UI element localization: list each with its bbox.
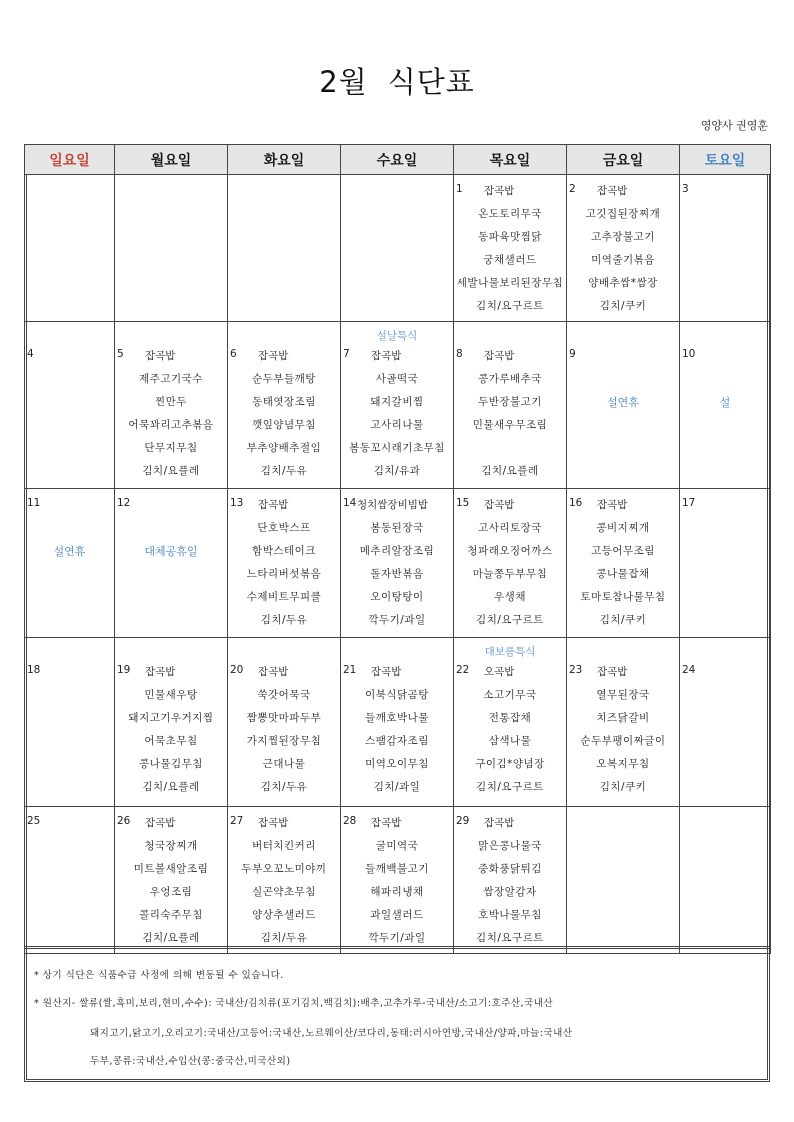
day-number: 11 <box>27 497 41 509</box>
menu-item: 김치/요구르트 <box>476 932 544 944</box>
menu-item: 동태엿장조림 <box>252 396 316 408</box>
week-row <box>25 807 771 954</box>
menu-item: 고사리토장국 <box>478 522 542 534</box>
day-cell <box>454 807 567 954</box>
day-number: 25 <box>27 815 41 827</box>
day-number: 20 <box>230 664 244 676</box>
menu-item: 김치/요플레 <box>142 781 200 793</box>
day-cell <box>115 489 228 638</box>
rice-item: 잡곡밥 <box>484 499 515 511</box>
menu-item: 김치/쿠키 <box>599 300 647 312</box>
special-meal-label: 설날특식 <box>376 330 418 342</box>
menu-item: 미트볼새알조림 <box>133 863 209 875</box>
day-cell <box>228 322 341 489</box>
menu-item: 스팸감자조림 <box>365 735 429 747</box>
day-number: 4 <box>27 348 34 360</box>
menu-item: 이북식닭곰탕 <box>365 689 429 701</box>
menu-item: 고깃집된장찌개 <box>585 208 661 220</box>
menu-item: 김치/쿠키 <box>599 614 647 626</box>
rice-item: 잡곡밥 <box>371 817 402 829</box>
day-cell <box>680 638 771 807</box>
weekday-header-row <box>25 145 771 175</box>
rice-item: 잡곡밥 <box>145 350 176 362</box>
holiday-label: 대체공휴일 <box>144 545 198 558</box>
day-cell <box>341 175 454 322</box>
day-cell <box>567 175 680 322</box>
menu-item: 굴미역국 <box>375 840 419 852</box>
menu-item: 깍두기/과일 <box>368 932 426 944</box>
weekday-header-sun: 일요일 <box>25 145 115 175</box>
weekday-header-fri: 금요일 <box>567 145 680 175</box>
menu-item: 순두부들깨탕 <box>252 373 316 385</box>
menu-item: 김치/과일 <box>373 781 421 793</box>
menu-item: 우엉조림 <box>149 886 193 898</box>
menu-item: 맑은콩나물국 <box>478 840 542 852</box>
author-label: 영양사 권영훈 <box>700 119 768 132</box>
menu-item: 삼색나물 <box>488 735 532 747</box>
day-number: 29 <box>456 815 470 827</box>
menu-item: 수제비트무피클 <box>246 591 322 603</box>
menu-item: 콩가루배추국 <box>478 373 542 385</box>
menu-item: 사골떡국 <box>375 373 419 385</box>
day-cell <box>25 807 115 954</box>
day-number: 1 <box>456 183 463 195</box>
day-number: 8 <box>456 348 463 360</box>
day-number: 9 <box>569 348 576 360</box>
menu-item: 봄동꼬시래기초무침 <box>349 442 445 454</box>
menu-item: 함박스테이크 <box>252 545 316 557</box>
day-cell <box>454 489 567 638</box>
weekday-header-thu: 목요일 <box>454 145 567 175</box>
menu-calendar <box>24 144 771 954</box>
day-cell <box>341 807 454 954</box>
day-number: 10 <box>682 348 696 360</box>
day-number: 2 <box>569 183 576 195</box>
menu-item: 김치/요구르트 <box>476 300 544 312</box>
menu-item: 김치/두유 <box>260 465 308 477</box>
day-cell <box>341 638 454 807</box>
menu-item: 김치/유과 <box>373 465 421 477</box>
menu-item: 봄동된장국 <box>370 522 424 534</box>
day-cell <box>25 175 115 322</box>
menu-item: 고등어무조림 <box>591 545 655 557</box>
day-number: 28 <box>343 815 357 827</box>
menu-item: 세발나물보리된장무침 <box>456 277 564 289</box>
menu-item: 민물새우무조림 <box>472 419 548 431</box>
menu-item: 김치/두유 <box>260 781 308 793</box>
menu-item: 오이탕탕이 <box>370 591 424 603</box>
day-cell <box>567 322 680 489</box>
holiday-label: 설 <box>719 396 731 409</box>
menu-item: 청국장찌개 <box>144 840 198 852</box>
weekday-header-sat: 토요일 <box>680 145 771 175</box>
rice-item: 잡곡밥 <box>371 666 402 678</box>
holiday-label: 설연휴 <box>53 545 86 558</box>
menu-item: 순두부팽이짜글이 <box>580 735 666 747</box>
day-cell <box>228 807 341 954</box>
day-cell <box>115 322 228 489</box>
week-row <box>25 322 771 489</box>
menu-item: 들깨호박나물 <box>365 712 429 724</box>
menu-item: 실곤약초무침 <box>252 886 316 898</box>
menu-item: 양배추쌈*쌈장 <box>588 277 658 289</box>
week-row <box>25 638 771 807</box>
menu-item: 김치/요플레 <box>481 465 539 477</box>
day-cell <box>115 638 228 807</box>
day-number: 7 <box>343 348 350 360</box>
rice-item: 잡곡밥 <box>484 185 515 197</box>
menu-item: 소고기무국 <box>483 689 537 701</box>
day-number: 17 <box>682 497 696 509</box>
menu-item: 돌자반볶음 <box>370 568 424 580</box>
menu-item: 메추리알장조림 <box>359 545 435 557</box>
day-number: 18 <box>27 664 41 676</box>
menu-item: 제주고기국수 <box>139 373 203 385</box>
day-number: 24 <box>682 664 696 676</box>
menu-item: 온도토리무국 <box>478 208 542 220</box>
menu-item: 청파래오징어까스 <box>467 545 553 557</box>
note-change-notice: * 상기 식단은 식품수급 사정에 의해 변동될 수 있습니다. <box>34 970 284 981</box>
menu-item: 궁채샐러드 <box>483 254 537 266</box>
day-cell <box>228 638 341 807</box>
day-number: 13 <box>230 497 244 509</box>
day-cell <box>680 322 771 489</box>
day-number: 21 <box>343 664 357 676</box>
menu-item: 호박나물무침 <box>478 909 542 921</box>
day-cell <box>25 638 115 807</box>
menu-item: 중화풍닭튀김 <box>478 863 542 875</box>
menu-item: 단호박스프 <box>257 522 311 534</box>
day-cell <box>454 322 567 489</box>
rice-item: 잡곡밥 <box>484 817 515 829</box>
menu-item: 김치/요플레 <box>142 932 200 944</box>
day-number: 6 <box>230 348 237 360</box>
menu-item: 콜리숙주무침 <box>139 909 203 921</box>
menu-item: 돼지고기우거지찜 <box>128 712 214 724</box>
rice-item: 오곡밥 <box>484 666 515 678</box>
rice-item: 잡곡밥 <box>145 666 176 678</box>
menu-item: 마늘쫑두부무침 <box>472 568 548 580</box>
weekday-header-mon: 월요일 <box>115 145 228 175</box>
menu-item: 미역줄기볶음 <box>591 254 655 266</box>
menu-item: 두반장불고기 <box>478 396 542 408</box>
menu-item: 치즈닭갈비 <box>596 712 650 724</box>
menu-item: 깍두기/과일 <box>368 614 426 626</box>
day-number: 22 <box>456 664 470 676</box>
menu-item: 돼지갈비찜 <box>370 396 424 408</box>
menu-item: 양상추샐러드 <box>252 909 316 921</box>
day-cell <box>228 489 341 638</box>
special-meal-label: 대보름특식 <box>484 646 536 658</box>
note-origin-3: 두부,콩류:국내산,수입산(콩:중국산,미국산외) <box>90 1056 291 1067</box>
rice-item: 잡곡밥 <box>597 185 628 197</box>
menu-item: 쑥갓어묵국 <box>257 689 311 701</box>
menu-item: 느타리버섯볶음 <box>246 568 322 580</box>
menu-item: 근대나물 <box>262 758 306 770</box>
day-number: 19 <box>117 664 131 676</box>
day-cell <box>115 807 228 954</box>
day-cell <box>567 489 680 638</box>
menu-item: 열무된장국 <box>596 689 650 701</box>
menu-item: 콩비지찌개 <box>596 522 650 534</box>
day-cell <box>341 322 454 489</box>
menu-item: 부추양배추절임 <box>246 442 322 454</box>
day-number: 16 <box>569 497 583 509</box>
day-cell <box>454 638 567 807</box>
week-row <box>25 489 771 638</box>
rice-item: 잡곡밥 <box>597 666 628 678</box>
menu-item: 김치/쿠키 <box>599 781 647 793</box>
day-cell <box>228 175 341 322</box>
day-cell <box>115 175 228 322</box>
rice-item: 잡곡밥 <box>484 350 515 362</box>
notes-box <box>24 946 770 1082</box>
menu-item: 김치/요구르트 <box>476 781 544 793</box>
menu-item: 오복지무침 <box>596 758 650 770</box>
menu-item: 민물새우탕 <box>144 689 198 701</box>
day-cell <box>341 489 454 638</box>
week-row <box>25 175 771 322</box>
day-number: 26 <box>117 815 131 827</box>
menu-item: 토마토참나물무침 <box>580 591 666 603</box>
menu-item: 우생채 <box>494 591 526 603</box>
menu-item: 김치/요플레 <box>142 465 200 477</box>
note-origin-2: 돼지고기,닭고기,오리고기:국내산/고등어:국내산,노르웨이산/코다리,동태:러시아연방,국내산/양파,마늘:국내산 <box>90 1028 573 1039</box>
day-number: 27 <box>230 815 244 827</box>
menu-item: 동파육맛찜닭 <box>478 231 542 243</box>
menu-item: 김치/두유 <box>260 932 308 944</box>
menu-item: 전통잡채 <box>488 712 532 724</box>
day-number: 12 <box>117 497 131 509</box>
menu-item: 찐만두 <box>155 396 187 408</box>
menu-item: 쌈장알감자 <box>483 886 537 898</box>
menu-item: 깻잎양념무침 <box>252 419 316 431</box>
menu-item: 김치/두유 <box>260 614 308 626</box>
rice-item: 잡곡밥 <box>145 817 176 829</box>
day-number: 14 <box>343 497 357 509</box>
page-title <box>0 60 794 101</box>
title-text: 식단표 <box>387 65 475 99</box>
title-month: 2월 <box>319 65 368 99</box>
menu-item: 어묵꽈리고추볶음 <box>128 419 214 431</box>
day-cell <box>25 489 115 638</box>
menu-item: 구이김*양념장 <box>475 758 545 770</box>
menu-item: 해파리냉채 <box>370 886 424 898</box>
weekday-header-tue: 화요일 <box>228 145 341 175</box>
menu-item: 김치/요구르트 <box>476 614 544 626</box>
rice-item: 청치쌈장비빔밥 <box>357 499 429 511</box>
note-origin-1: * 원산지- 쌀류(쌀,흑미,보리,현미,수수): 국내산/김치류(포기김치,백김치):배추,고추가루-국내산/소고기:호주산,국내산 <box>34 998 554 1009</box>
menu-item: 버터치킨커리 <box>252 840 316 852</box>
day-cell <box>454 175 567 322</box>
menu-item: 들깨백불고기 <box>365 863 429 875</box>
menu-item: 미역오이무침 <box>365 758 429 770</box>
menu-item: 고사리나물 <box>370 419 424 431</box>
holiday-label: 설연휴 <box>607 396 639 409</box>
day-cell <box>567 807 680 954</box>
day-cell <box>680 807 771 954</box>
day-number: 23 <box>569 664 583 676</box>
day-cell <box>680 175 771 322</box>
menu-item: 콩나물김무침 <box>139 758 203 770</box>
day-cell <box>567 638 680 807</box>
rice-item: 잡곡밥 <box>371 350 402 362</box>
day-number: 3 <box>682 183 689 195</box>
menu-item: 두부오꼬노미야끼 <box>241 863 327 875</box>
menu-item: 짬뽕맛마파두부 <box>246 712 322 724</box>
menu-item: 가지찜된장무침 <box>246 735 322 747</box>
rice-item: 잡곡밥 <box>258 350 289 362</box>
menu-item: 과일샐러드 <box>370 909 424 921</box>
day-number: 5 <box>117 348 124 360</box>
weekday-header-wed: 수요일 <box>341 145 454 175</box>
menu-item: 단무지무침 <box>144 442 198 454</box>
rice-item: 잡곡밥 <box>258 817 289 829</box>
rice-item: 잡곡밥 <box>258 499 289 511</box>
day-number: 15 <box>456 497 470 509</box>
menu-item: 어묵초무침 <box>144 735 198 747</box>
rice-item: 잡곡밥 <box>258 666 289 678</box>
day-cell <box>680 489 771 638</box>
menu-item: 콩나물잡채 <box>596 568 650 580</box>
menu-item: 고추장불고기 <box>591 231 655 243</box>
day-cell <box>25 322 115 489</box>
rice-item: 잡곡밥 <box>597 499 628 511</box>
